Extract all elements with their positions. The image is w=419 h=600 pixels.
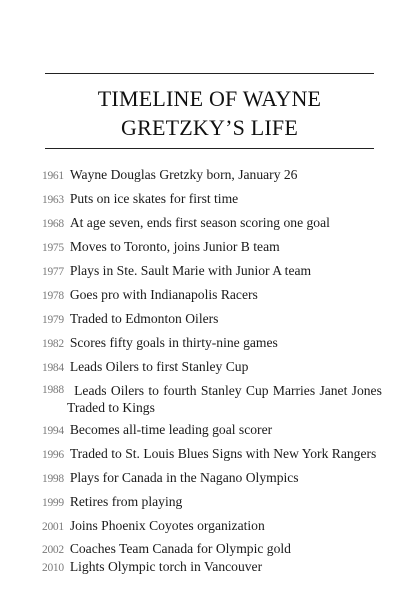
timeline-word: Oilers: [110, 383, 145, 398]
timeline-year: 1961: [42, 170, 64, 182]
timeline-word: Jones: [351, 383, 382, 398]
timeline-event: Traded to Edmonton Oilers: [69, 311, 219, 326]
timeline-year: 1994: [42, 425, 64, 437]
timeline-event: At age seven, ends first season scoring one goal: [69, 215, 330, 230]
timeline-event: Goes pro with Indianapolis Racers: [69, 287, 258, 302]
timeline-entry: [42, 166, 382, 185]
timeline-word: to: [148, 383, 159, 398]
timeline-year: 1975: [42, 242, 64, 254]
timeline-entry: [42, 358, 382, 377]
timeline-event: Plays in Ste. Sault Marie with Junior A team: [69, 263, 312, 278]
timeline-event: Traded to St. Louis Blues Signs with New York Rangers: [69, 446, 377, 461]
timeline-year: 1999: [42, 497, 64, 509]
timeline-entry: [42, 445, 382, 464]
timeline-event-line2: Traded to Kings: [67, 400, 155, 415]
timeline-year: 1998: [42, 473, 64, 485]
timeline-event: Wayne Douglas Gretzky born, January 26: [69, 167, 298, 182]
timeline-year: 2001: [42, 521, 64, 533]
timeline-entry: [42, 262, 382, 281]
timeline-entry: [42, 421, 382, 440]
title-line-2: GRETZKY’S LIFE: [121, 115, 298, 140]
timeline-event: Plays for Canada in the Nagano Olympics: [69, 470, 299, 485]
timeline-event: Leads Oilers to first Stanley Cup: [69, 359, 249, 374]
timeline-entry: [42, 310, 382, 329]
timeline-entry: [42, 238, 382, 257]
title-line-1: TIMELINE OF WAYNE: [97, 86, 322, 111]
bottom-rule: [45, 148, 374, 149]
timeline-line-justified: [42, 382, 382, 399]
timeline-entry: [42, 540, 382, 559]
timeline-year: 2002: [42, 544, 64, 556]
timeline-word: fourth: [163, 383, 197, 398]
top-rule: [45, 73, 374, 74]
timeline-event: Retires from playing: [69, 494, 183, 509]
timeline-year: 1988: [42, 384, 64, 396]
timeline-year: 1963: [42, 194, 64, 206]
timeline-event: Moves to Toronto, joins Junior B team: [69, 239, 280, 254]
timeline-word: Cup: [245, 383, 269, 398]
timeline-entry: [42, 469, 382, 488]
timeline-year: 2010: [42, 562, 64, 574]
timeline-year: 1977: [42, 266, 64, 278]
timeline-entry: [42, 517, 382, 536]
timeline-year: 1982: [42, 338, 64, 350]
timeline-entry: [42, 190, 382, 209]
timeline-entry: [42, 493, 382, 512]
timeline-year: 1984: [42, 362, 64, 374]
timeline-entry: [42, 214, 382, 233]
timeline-event: Scores fifty goals in thirty-nine games: [69, 335, 278, 350]
timeline-entry: [42, 558, 382, 577]
timeline-year: 1996: [42, 449, 64, 461]
timeline-word: Janet: [319, 383, 348, 398]
timeline-year: 1978: [42, 290, 64, 302]
timeline-word: Stanley: [200, 383, 242, 398]
timeline-word: Leads: [74, 383, 107, 398]
timeline-word: Marries: [272, 383, 316, 398]
timeline-entry-multiline: [42, 382, 382, 416]
timeline-year: 1968: [42, 218, 64, 230]
page-title: [45, 84, 374, 142]
timeline-entry: [42, 334, 382, 353]
timeline-year: 1979: [42, 314, 64, 326]
timeline-event: Coaches Team Canada for Olympic gold: [69, 541, 291, 556]
timeline-event: Puts on ice skates for first time: [69, 191, 239, 206]
timeline-entry: [42, 286, 382, 305]
timeline-event: Becomes all-time leading goal scorer: [69, 422, 273, 437]
timeline-event: Lights Olympic torch in Vancouver: [69, 559, 263, 574]
timeline-event: Joins Phoenix Coyotes organization: [69, 518, 265, 533]
